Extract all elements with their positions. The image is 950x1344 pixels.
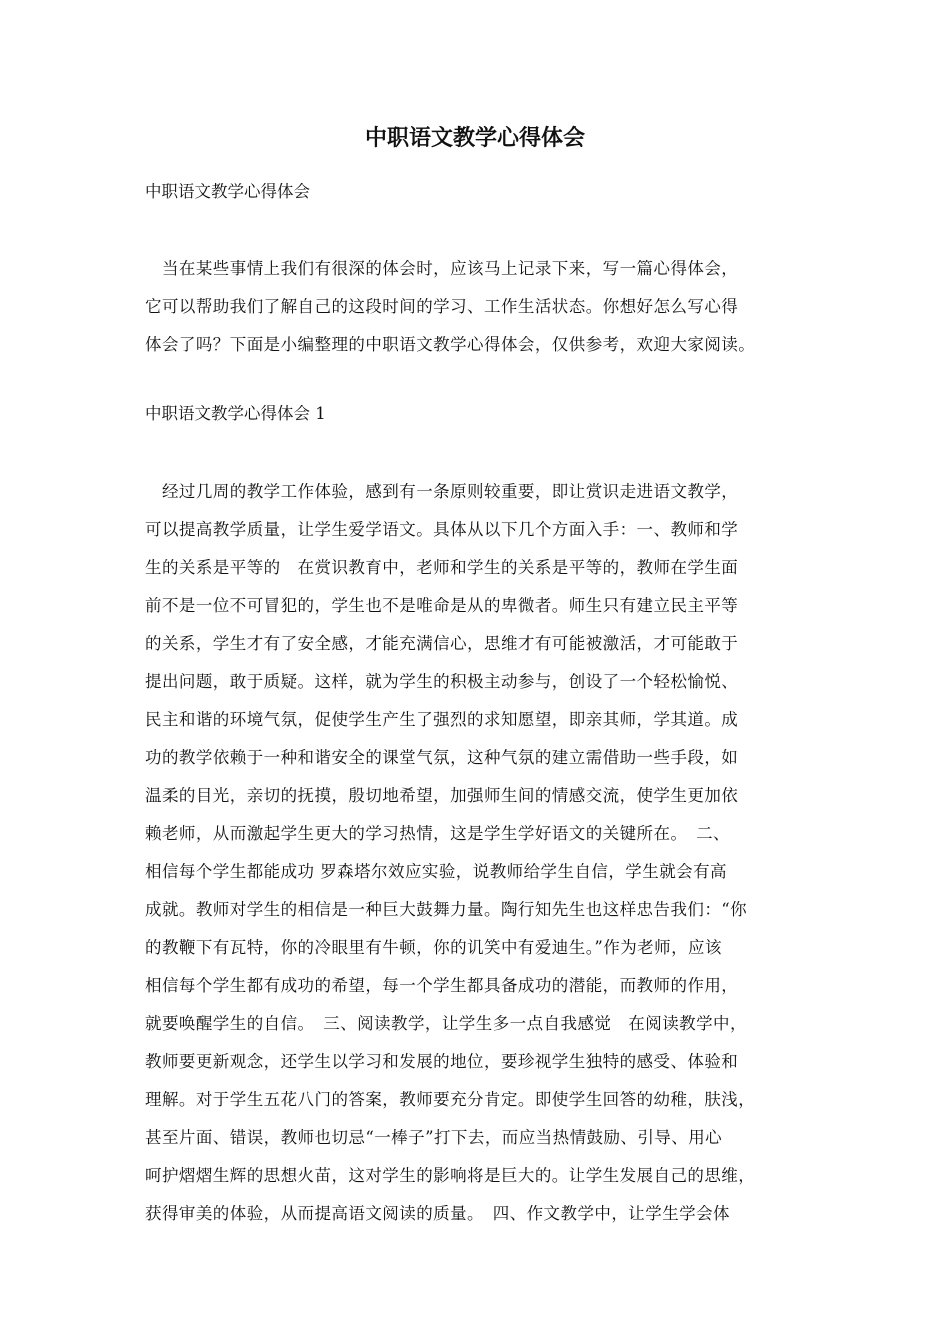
text-line: 赖老师，从而激起学生更大的学习热情，这是学生学好语文的关键所在。 二、 <box>145 824 730 843</box>
text-line: 理解。对于学生五花八门的答案，教师要充分肯定。即使学生回答的幼稚，肤浅， <box>145 1090 756 1109</box>
text-line: 相信每个学生都能成功 罗森塔尔效应实验，说教师给学生自信，学生就会有高 <box>145 862 727 881</box>
body-paragraph <box>145 473 815 1233</box>
text-line: 体会了吗？下面是小编整理的中职语文教学心得体会，仅供参考，欢迎大家阅读。 <box>145 335 756 354</box>
text-line: 当在某些事情上我们有很深的体会时，应该马上记录下来，写一篇心得体会， <box>145 259 739 278</box>
text-line: 的关系，学生才有了安全感，才能充满信心，思维才有可能被激活，才可能敢于 <box>145 634 739 653</box>
text-line: 它可以帮助我们了解自己的这段时间的学习、工作生活状态。你想好怎么写心得 <box>145 297 739 316</box>
text-line: 获得审美的体验，从而提高语文阅读的质量。 四、作文教学中，让学生学会体 <box>145 1204 730 1223</box>
text-line: 前不是一位不可冒犯的，学生也不是唯命是从的卑微者。师生只有建立民主平等 <box>145 596 739 615</box>
text-line: 相信每个学生都有成功的希望，每一个学生都具备成功的潜能，而教师的作用， <box>145 976 739 995</box>
text-line: 民主和谐的环境气氛，促使学生产生了强烈的求知愿望，即亲其师，学其道。成 <box>145 710 739 729</box>
document-title: 中职语文教学心得体会 <box>364 125 585 151</box>
text-line: 的教鞭下有瓦特，你的冷眼里有牛顿，你的讥笑中有爱迪生。”作为老师，应该 <box>145 938 722 957</box>
text-line: 温柔的目光，亲切的抚摸，殷切地希望，加强师生间的情感交流，使学生更加依 <box>145 786 739 805</box>
text-line: 就要唤醒学生的自信。 三、阅读教学，让学生多一点自我感觉 在阅读教学中， <box>145 1014 747 1033</box>
text-line: 经过几周的教学工作体验，感到有一条原则较重要，即让赏识走进语文教学， <box>145 482 739 501</box>
text-line: 呵护熠熠生辉的思想火苗，这对学生的影响将是巨大的。让学生发展自己的思维， <box>145 1166 756 1185</box>
intro-paragraph <box>145 250 815 364</box>
text-line: 提出问题，敢于质疑。这样，就为学生的积极主动参与，创设了一个轻松愉悦、 <box>145 672 739 691</box>
text-line: 可以提高教学质量，让学生爱学语文。具体从以下几个方面入手：一、教师和学 <box>145 520 739 539</box>
section-heading: 中职语文教学心得体会 1 <box>145 404 326 423</box>
document-subtitle: 中职语文教学心得体会 <box>145 182 310 201</box>
text-line: 功的教学依赖于一种和谐安全的课堂气氛，这种气氛的建立需借助一些手段，如 <box>145 748 739 767</box>
text-line: 甚至片面、错误，教师也切忌“一棒子”打下去，而应当热情鼓励、引导、用心 <box>145 1128 723 1147</box>
text-line: 成就。教师对学生的相信是一种巨大鼓舞力量。陶行知先生也这样忠告我们：“你 <box>145 900 748 919</box>
text-line: 生的关系是平等的 在赏识教育中，老师和学生的关系是平等的，教师在学生面 <box>145 558 739 577</box>
text-line: 教师要更新观念，还学生以学习和发展的地位，要珍视学生独特的感受、体验和 <box>145 1052 739 1071</box>
